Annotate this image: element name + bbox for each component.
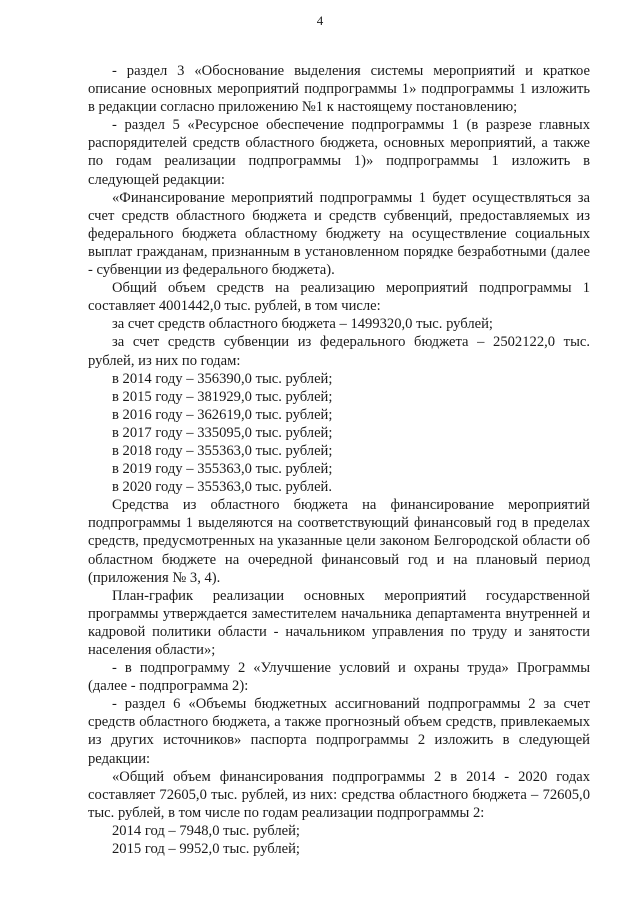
year-list-item: в 2016 году – 362619,0 тыс. рублей; xyxy=(112,406,333,423)
year-list-item: в 2015 году – 381929,0 тыс. рублей; xyxy=(112,388,333,405)
paragraph: - раздел 6 «Объемы бюджетных ассигнований подпрограммы 2 за счет средств областного бюджета, а также прогнозный объем средств, привлекаемых из других источников» паспорта подпрограммы 2 изложить в следующей редакции: xyxy=(88,696,590,767)
paragraph: План-график реализации основных мероприятий государственной программы утверждается заместителем начальника департамента внутренней и кадровой политики области - начальником управления по труду и занятости населения области»; xyxy=(88,587,590,658)
paragraph: - раздел 5 «Ресурсное обеспечение подпрограммы 1 (в разрезе главных распорядителей средств областного бюджета, основных мероприятий, а также по годам реализации подпрограммы 1)» подпрограммы 1 изложить в следующей редакции: xyxy=(88,117,590,188)
year-list-item: в 2014 году – 356390,0 тыс. рублей; xyxy=(112,370,333,387)
paragraph: Средства из областного бюджета на финансирование мероприятий подпрограммы 1 выделяются на соответствующий финансовый год в пределах средств, предусмотренных на указанные цели законом Белгородской области об областном бюджете на очередной финансовый год и на плановый период (приложения № 3, 4). xyxy=(88,497,590,586)
year-list-item: 2015 год – 9952,0 тыс. рублей; xyxy=(112,841,300,858)
year-list-item: в 2018 году – 355363,0 тыс. рублей; xyxy=(112,442,333,459)
paragraph: «Финансирование мероприятий подпрограммы 1 будет осуществляться за счет средств областного бюджета и средств субвенций, предоставляемых из федерального бюджета областному бюджету на осуществление социальных выплат гражданам, признанным в установленном порядке безработными (далее - субвенции из федерального бюджета). xyxy=(88,189,590,279)
document-body xyxy=(88,62,590,858)
paragraph: - в подпрограмму 2 «Улучшение условий и охраны труда» Программы (далее - подпрограмма 2): xyxy=(88,660,590,695)
page-number: 4 xyxy=(316,13,324,28)
paragraph: - раздел 3 «Обоснование выделения системы мероприятий и краткое описание основных мероприятий подпрограммы 1» подпрограммы 1 изложить в редакции согласно приложению №1 к настоящему постановлению; xyxy=(88,63,590,116)
year-list-item: 2014 год – 7948,0 тыс. рублей; xyxy=(112,822,300,839)
year-list-item: в 2020 году – 355363,0 тыс. рублей. xyxy=(112,479,333,496)
paragraph: «Общий объем финансирования подпрограммы 2 в 2014 - 2020 годах составляет 72605,0 тыс. рублей, из них: средства областного бюджета – 72605,0 тыс. рублей, в том числе по годам реализации подпрограммы 2: xyxy=(88,768,590,821)
paragraph: за счет средств областного бюджета – 1499320,0 тыс. рублей; xyxy=(112,316,493,333)
paragraph: Общий объем средств на реализацию мероприятий подпрограммы 1 составляет 4001442,0 тыс. рублей, в том числе: xyxy=(88,280,590,315)
year-list-item: в 2019 году – 355363,0 тыс. рублей; xyxy=(112,461,333,478)
paragraph: за счет средств субвенции из федерального бюджета – 2502122,0 тыс. рублей, из них по годам: xyxy=(88,334,590,369)
year-list-item: в 2017 году – 335095,0 тыс. рублей; xyxy=(112,424,333,441)
